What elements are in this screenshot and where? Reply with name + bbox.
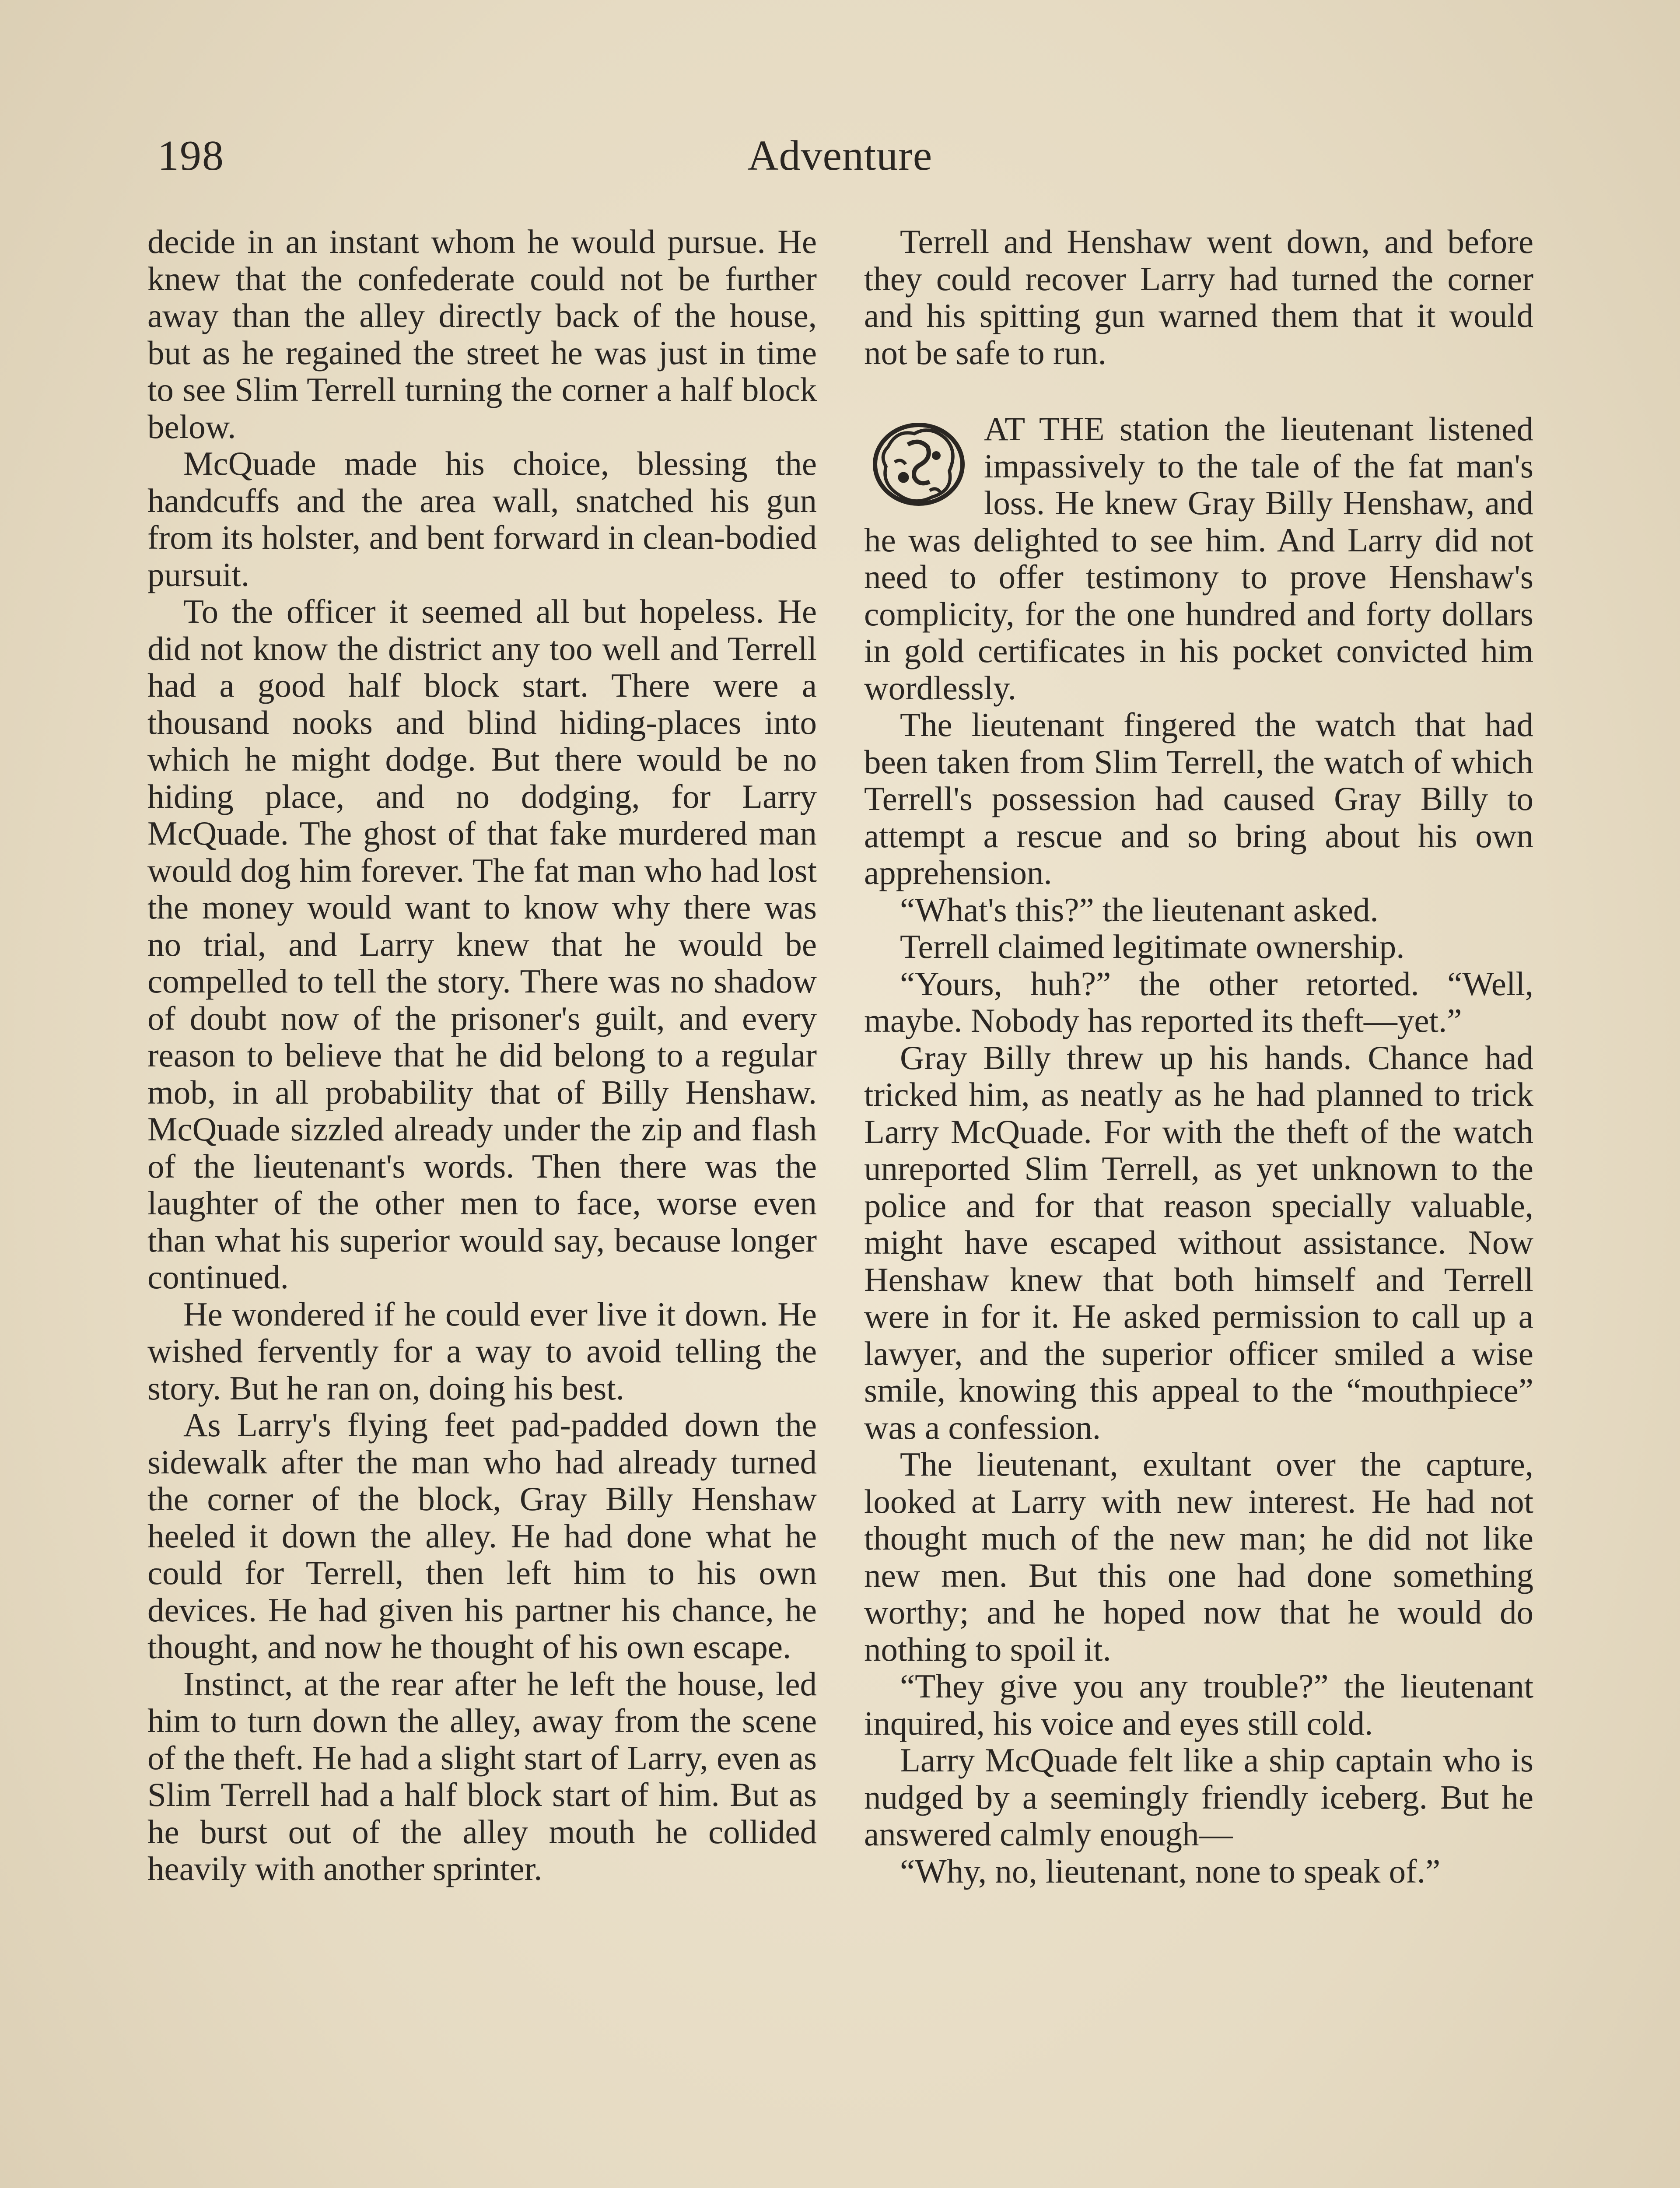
paragraph: To the officer it seemed all but hopeless. He did not know the district any too well and Terrell had a good half block start. There were a thousand nooks and blind hiding-places into which he might dodge. But there would be no hiding place, and no dodging, for Larry McQuade. The ghost of that fake murdered man would dog him forever. The fat man who had lost the money would want to know why there was no trial, and Larry knew that he would be compelled to tell the story. There was no shadow of doubt now of the prisoner's guilt, and every reason to believe that he did belong to a regular mob, in all probability that of Billy Henshaw. McQuade sizzled already under the zip and flash of the lieutenant's words. Then there was the laughter of the other men to face, worse even than what his superior would say, because longer continued. bbox=[147, 593, 817, 1296]
paragraph: decide in an instant whom he would pursue. He knew that the confederate could not be further away than the alley directly back of the house, but as he regained the street he was just in time to see Slim Terrell turning the corner a half block below. bbox=[147, 223, 817, 445]
section-opening-paragraph: AT THE station the lieutenant listened impassively to the tale of the fat man's loss. He knew Gray Billy Henshaw, and he was delighted to see him. And Larry did not need to offer testimony to prove Henshaw's complicity, for the one hundred and forty dollars in gold certificates in his pocket convicted him wordlessly. bbox=[864, 410, 1533, 707]
paragraph: “Why, no, lieutenant, none to speak of.” bbox=[900, 1852, 1441, 1890]
paragraph: The lieutenant fingered the watch that had been taken from Slim Terrell, the watch of which Terrell's possession had caused Gray Billy to attempt a rescue and so bring about his own apprehension. bbox=[864, 706, 1533, 891]
running-title: Adventure bbox=[747, 132, 933, 179]
paragraph: Terrell claimed legitimate ownership. bbox=[900, 928, 1405, 965]
paragraph: The lieutenant, exultant over the capture, looked at Larry with new interest. He had not thought much of the new man; he did not like new men. But this one had done something worthy; and he hoped now that he would do nothing to spoil it. bbox=[864, 1445, 1533, 1668]
paragraph: He wondered if he could ever live it down. He wished fervently for a way to avoid telling the story. But he ran on, doing his best. bbox=[147, 1295, 817, 1407]
paragraph: “What's this?” the lieutenant asked. bbox=[900, 891, 1379, 929]
paragraph: Gray Billy threw up his hands. Chance had tricked him, as neatly as he had planned to trick Larry McQuade. For with the theft of the watch unreported Slim Terrell, as yet unknown to the police and for that reason specially valuable, might have escaped without assistance. Now Henshaw knew that both himself and Terrell were in for it. He asked permission to call up a lawyer, and the superior officer smiled a wise smile, knowing this appeal to the “mouthpiece” was a confession. bbox=[864, 1038, 1533, 1446]
right-column bbox=[864, 223, 1533, 1890]
ornament-icon bbox=[864, 414, 973, 515]
paragraph: Larry McQuade felt like a ship captain who is nudged by a seemingly friendly iceberg. But he answered calmly enough— bbox=[864, 1741, 1533, 1853]
paragraph: “Yours, huh?” the other retorted. “Well, maybe. Nobody has reported its theft—yet.” bbox=[864, 964, 1533, 1039]
paragraph: McQuade made his choice, blessing the handcuffs and the area wall, snatched his gun from its holster, and bent forward in clean-bodied pursuit. bbox=[147, 445, 817, 593]
paragraph: “They give you any trouble?” the lieutenant inquired, his voice and eyes still cold. bbox=[864, 1667, 1533, 1742]
paragraph: As Larry's flying feet pad-padded down the sidewalk after the man who had already turned the corner of the block, Gray Billy Henshaw heeled it down the alley. He had done what he could for Terrell, then left him to his own devices. He had given his partner his chance, he thought, and now he thought of his own escape. bbox=[147, 1406, 817, 1666]
paragraph: Instinct, at the rear after he left the house, led him to turn down the alley, away from the scene of the theft. He had a slight start of Larry, even as Slim Terrell had a half block start of him. But as he burst out of the alley mouth he collided heavily with another sprinter. bbox=[147, 1665, 817, 1887]
section-break bbox=[864, 410, 1533, 706]
page-header bbox=[0, 131, 1680, 188]
left-column bbox=[147, 223, 817, 1887]
paragraph: Terrell and Henshaw went down, and before they could recover Larry had turned the corner and his spitting gun warned them that it would not be safe to run. bbox=[864, 223, 1533, 372]
page-number: 198 bbox=[158, 132, 224, 179]
